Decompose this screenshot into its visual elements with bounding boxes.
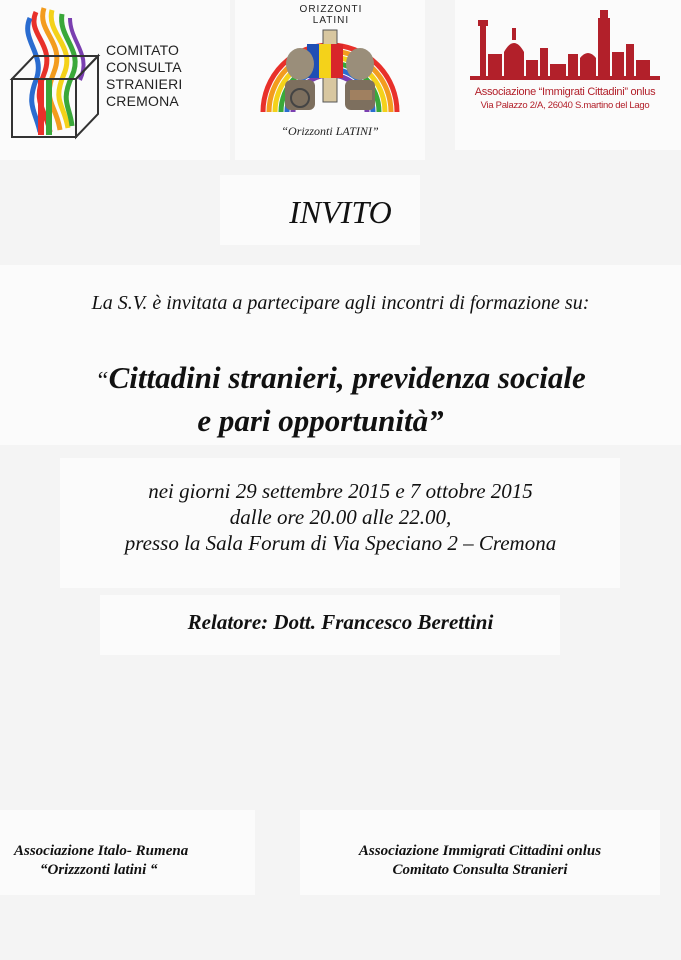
comitato-logo-line: CONSULTA xyxy=(106,59,182,75)
event-venue: presso la Sala Forum di Via Speciano 2 – Cremona xyxy=(124,531,557,555)
orizzonti-caption: “Orizzonti LATINI” xyxy=(281,124,379,138)
event-hours: dalle ore 20.00 alle 22.00, xyxy=(229,505,452,529)
footer-left-line: Associazione Italo- Rumena xyxy=(14,843,189,859)
comitato-consulta-stranieri-logo xyxy=(6,4,196,144)
orizzonti-latini-logo xyxy=(255,2,405,144)
invitation-heading: INVITO xyxy=(289,194,392,230)
immigrati-cittadini-logo xyxy=(470,4,660,124)
immigrati-logo-address: Via Palazzo 2/A, 26040 S.martino del Lago xyxy=(480,100,650,111)
ballot-box-ribbons-icon xyxy=(6,4,106,144)
footer-left-organizer xyxy=(14,842,188,880)
footer-right-line: Comitato Consulta Stranieri xyxy=(392,862,568,878)
comitato-logo-text xyxy=(106,42,182,110)
event-title xyxy=(0,358,681,441)
comitato-logo-line: STRANIERI xyxy=(106,76,183,92)
footer-right-line: Associazione Immigrati Cittadini onlus xyxy=(358,843,602,859)
event-details xyxy=(0,478,681,556)
event-dates: nei giorni 29 settembre 2015 e 7 ottobre 2015 xyxy=(148,479,533,503)
footer-left-line: “Orizzzonti latini “ xyxy=(40,862,158,878)
comitato-logo-line: COMITATO xyxy=(106,42,180,58)
orizzonti-arc-text: ORIZZONTI LATINI xyxy=(299,4,363,26)
footer-right-organizer xyxy=(335,842,625,880)
city-skyline-icon xyxy=(470,4,660,84)
event-title-line1-text: Cittadini stranieri, previdenza sociale xyxy=(108,360,586,395)
invitation-intro: La S.V. è invitata a partecipare agli incontri di formazione su: xyxy=(91,292,590,314)
immigrati-logo-name: Associazione “Immigrati Cittadini” onlus xyxy=(474,86,656,98)
event-title-line1 xyxy=(0,358,681,401)
comitato-logo-line: CREMONA xyxy=(106,93,179,109)
event-title-line2: e pari opportunità” xyxy=(197,403,444,438)
event-title-open-quote: “ xyxy=(95,368,109,394)
event-speaker: Relatore: Dott. Francesco Berettini xyxy=(187,610,494,634)
